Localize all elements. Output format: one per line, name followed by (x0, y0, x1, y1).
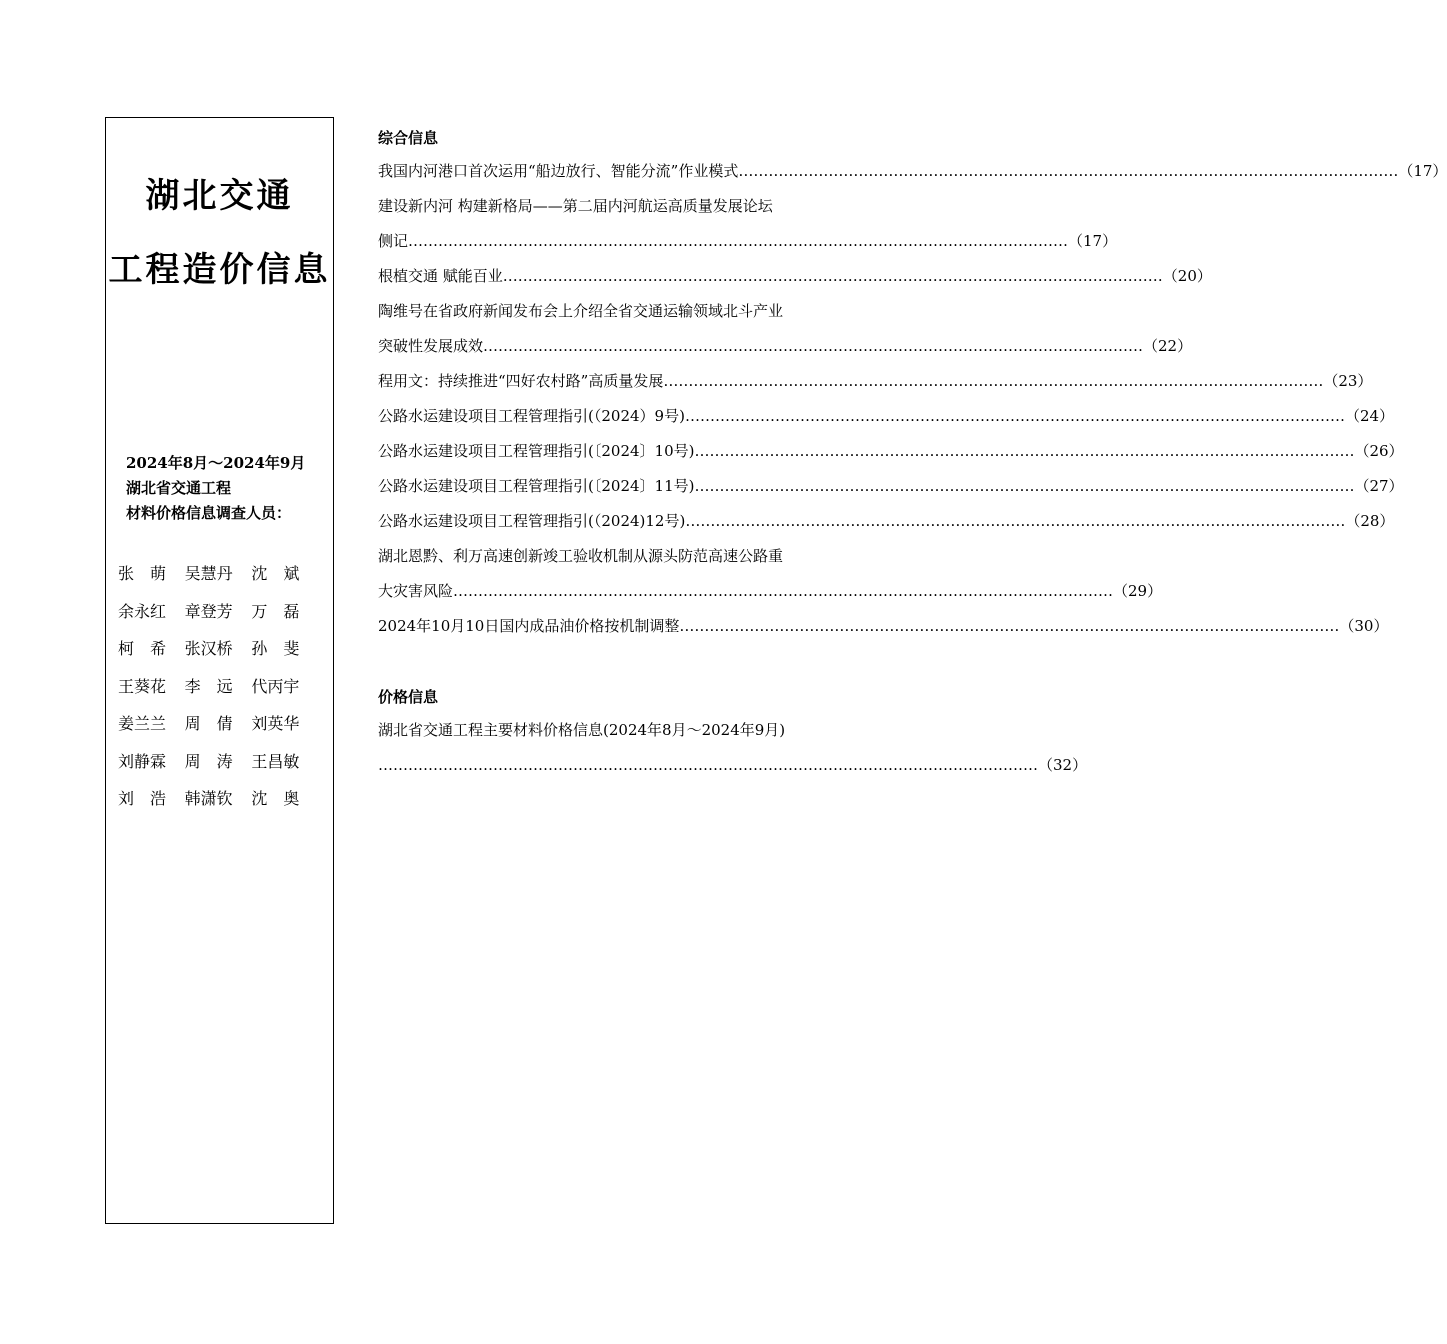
toc-entry-title: 程用文：持续推进“四好农村路”高质量发展 (378, 372, 664, 390)
masthead-line-1: 湖北交通 (145, 176, 294, 216)
toc-entry-title: 根植交通 赋能百业 (378, 267, 503, 285)
masthead-line-2: 工程造价信息 (108, 250, 331, 290)
toc-leader-dots: …………………………………………………………………………………………………………………… (738, 162, 1399, 180)
sidebar-panel (105, 117, 334, 1224)
toc-entry-title: 侧记 (378, 232, 409, 250)
toc-entry[interactable] (378, 259, 1212, 294)
period-org: 湖北省交通工程 (126, 479, 232, 497)
toc-leader-dots: …………………………………………………………………………………………………………………… (685, 512, 1346, 530)
period-range: 2024年8月～2024年9月 (126, 454, 306, 472)
toc-page-number: （29） (1113, 582, 1163, 600)
staff-row (118, 742, 318, 780)
toc-leader-dots: …………………………………………………………………………………………………………………… (694, 442, 1355, 460)
table-of-contents (378, 122, 1447, 783)
toc-entry[interactable] (378, 574, 1163, 609)
toc-page-number: （32） (1038, 756, 1088, 774)
staff-name: 章登芳 (184, 601, 233, 621)
toc-page-number: （28） (1345, 512, 1395, 530)
staff-row (118, 667, 318, 705)
toc-page-number: （20） (1162, 267, 1212, 285)
toc-entry-title: 公路水运建设项目工程管理指引(（2024)12号) (378, 512, 686, 530)
toc-entry[interactable] (378, 329, 1193, 364)
staff-heading: 材料价格信息调查人员： (126, 504, 292, 522)
toc-leader-dots: …………………………………………………………………………………………………………………… (679, 617, 1340, 635)
toc-page-number: （23） (1323, 372, 1373, 390)
staff-name: 周 涛 (184, 751, 233, 771)
toc-entry-title: 我国内河港口首次运用“船边放行、智能分流”作业模式 (378, 162, 739, 180)
staff-name: 刘 浩 (118, 789, 167, 809)
toc-leader-dots: …………………………………………………………………………………………………………………… (663, 372, 1324, 390)
toc-entry[interactable] (378, 609, 1389, 644)
toc-entry[interactable] (378, 154, 1447, 189)
staff-name: 周 倩 (184, 714, 233, 734)
section-title-price: 价格信息 (378, 688, 439, 706)
toc-page-number: （24） (1344, 407, 1395, 425)
toc-entry[interactable] (378, 748, 1088, 783)
staff-row (118, 704, 318, 742)
staff-name: 余永红 (118, 601, 167, 621)
toc-leader-dots: …………………………………………………………………………………………………………………… (694, 477, 1355, 495)
toc-leader-dots: …………………………………………………………………………………………………………………… (453, 582, 1114, 600)
staff-name: 张 萌 (118, 564, 167, 584)
toc-entries (378, 154, 1447, 644)
toc-page-number: （30） (1339, 617, 1389, 635)
toc-entry[interactable] (378, 399, 1395, 434)
staff-name: 万 磊 (251, 601, 300, 621)
toc-entry[interactable] (378, 364, 1373, 399)
staff-row (118, 779, 318, 817)
staff-name: 刘英华 (251, 714, 300, 734)
staff-name: 柯 希 (118, 639, 167, 659)
section-title-general: 综合信息 (378, 129, 439, 147)
toc-entry-line[interactable]: 建设新内河 构建新格局——第二届内河航运高质量发展论坛 (378, 197, 773, 215)
staff-name: 李 远 (184, 676, 233, 696)
staff-name: 王昌敏 (251, 751, 300, 771)
staff-name: 姜兰兰 (118, 714, 167, 734)
toc-entry-line[interactable]: 陶维号在省政府新闻发布会上介绍全省交通运输领域北斗产业 (378, 302, 784, 320)
toc-page-number: （26） (1354, 442, 1404, 460)
toc-entry-title: 公路水运建设项目工程管理指引(〔2024〕11号) (378, 477, 695, 495)
toc-page-number: （17） (1068, 232, 1118, 250)
toc-leader-dots: …………………………………………………………………………………………………………………… (684, 407, 1345, 425)
staff-name: 代丙宇 (251, 676, 300, 696)
staff-name: 沈 奥 (251, 789, 300, 809)
toc-leader-dots: …………………………………………………………………………………………………………………… (408, 232, 1069, 250)
staff-name: 张汉桥 (184, 639, 233, 659)
toc-entry-title: 大灾害风险 (378, 582, 454, 600)
toc-page-number: （22） (1143, 337, 1193, 355)
toc-entry-title: 公路水运建设项目工程管理指引(（2024）9号) (378, 407, 685, 425)
toc-entry-title: 2024年10月10日国内成品油价格按机制调整 (378, 617, 680, 635)
toc-leader-dots: …………………………………………………………………………………………………………………… (502, 267, 1163, 285)
staff-name: 沈 斌 (251, 564, 300, 584)
toc-entry[interactable] (378, 434, 1404, 469)
toc-entry-line[interactable]: 湖北恩黔、利万高速创新竣工验收机制从源头防范高速公路重 (378, 547, 784, 565)
period-block (126, 451, 305, 526)
staff-row (118, 592, 318, 630)
staff-name: 刘静霖 (118, 751, 167, 771)
staff-name: 王葵花 (118, 676, 167, 696)
toc-leader-dots: …………………………………………………………………………………………………………………… (483, 337, 1144, 355)
toc-entry-title: 公路水运建设项目工程管理指引(〔2024〕10号) (378, 442, 695, 460)
toc-price-entry (378, 713, 1088, 783)
toc-entry-line[interactable]: 湖北省交通工程主要材料价格信息(2024年8月～2024年9月) (378, 721, 786, 739)
staff-list (118, 554, 318, 817)
staff-row (118, 629, 318, 667)
staff-row (118, 554, 318, 592)
staff-name: 孙 斐 (251, 639, 300, 659)
toc-entry[interactable] (378, 469, 1404, 504)
toc-entry-title: 突破性发展成效 (378, 337, 484, 355)
staff-name: 韩潇钦 (184, 789, 233, 809)
toc-entry[interactable] (378, 504, 1395, 539)
toc-leader-dots: …………………………………………………………………………………………………………………… (378, 756, 1038, 774)
toc-page-number: （27） (1354, 477, 1404, 495)
toc-page-number: （17） (1398, 162, 1447, 180)
toc-entry[interactable] (378, 224, 1118, 259)
staff-name: 吴慧丹 (184, 564, 233, 584)
